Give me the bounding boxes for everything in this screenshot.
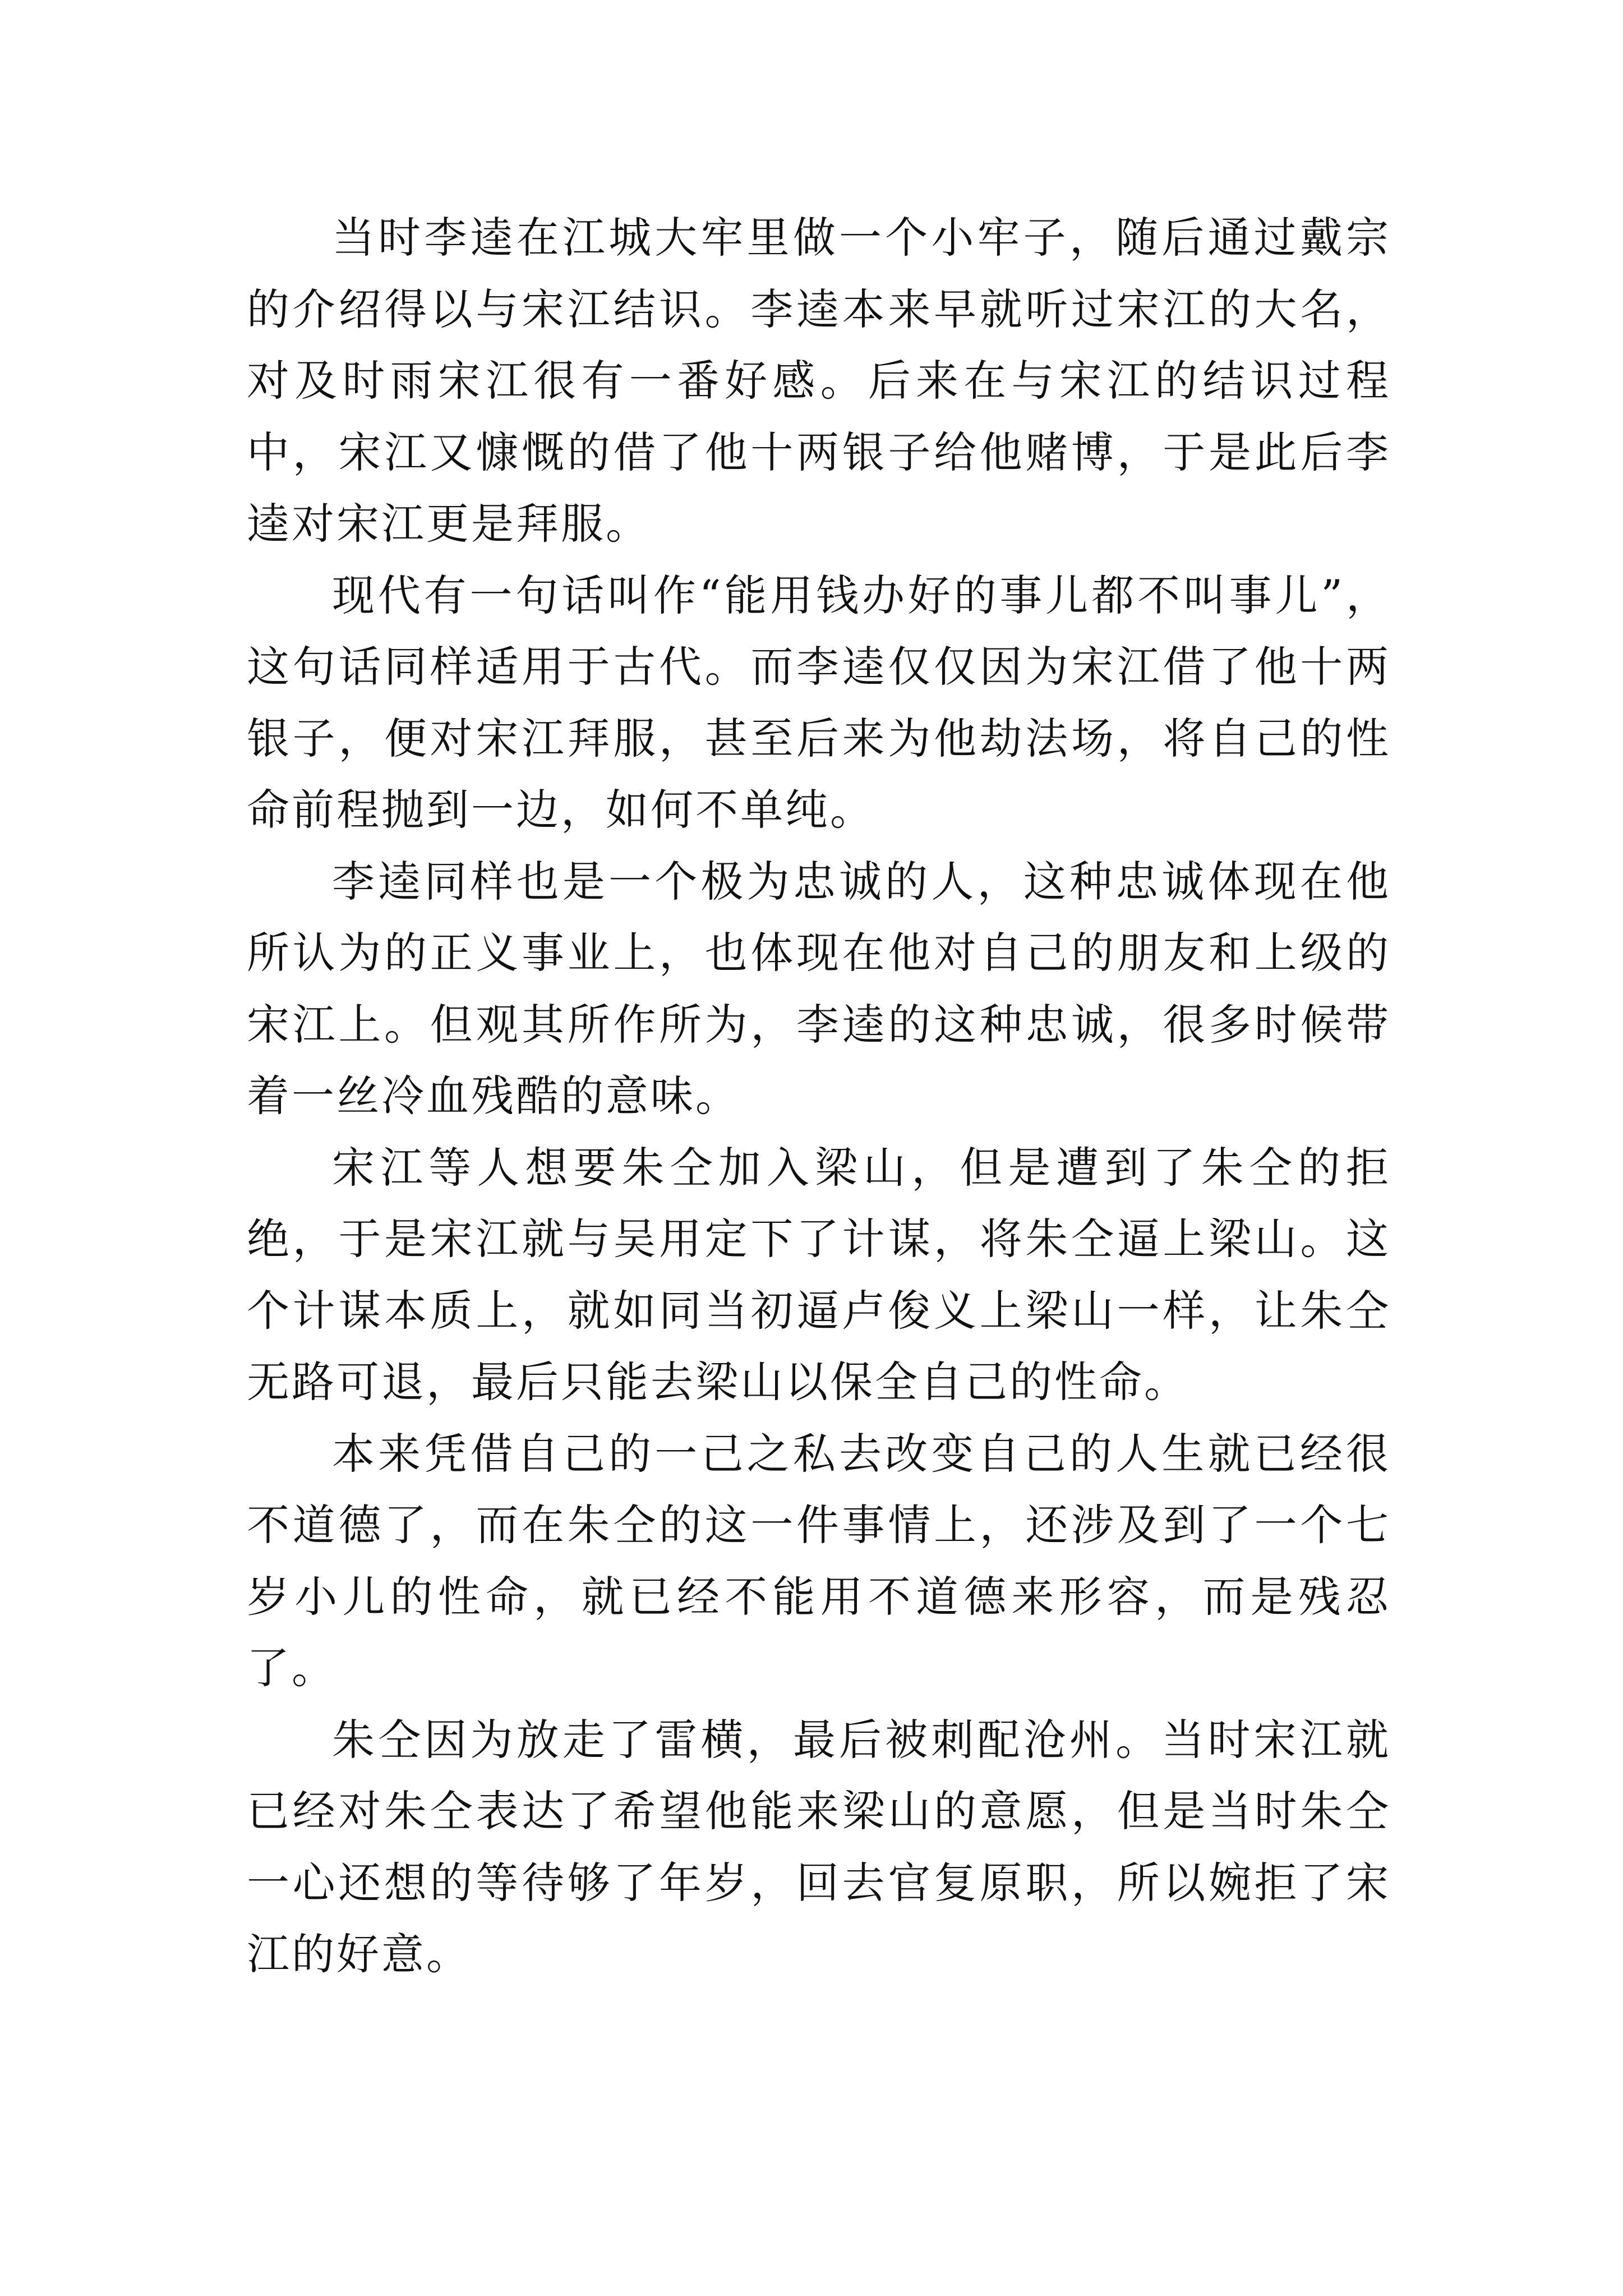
paragraph: 朱仝因为放走了雷横，最后被刺配沧州。当时宋江就已经对朱仝表达了希望他能来梁山的意愿，但是当时朱仝一心还想的等待够了年岁，回去官复原职，所以婉拒了宋江的好意。 — [247, 1714, 1391, 1979]
paragraph: 现代有一句话叫作“能用钱办好的事儿都不叫事儿”，这句话同样适用于古代。而李逵仅仅因为宋江借了他十两银子，便对宋江拜服，甚至后来为他劫法场，将自己的性命前程抛到一边，如何不单纯。 — [247, 570, 1391, 835]
document-body — [247, 202, 1391, 1990]
paragraph: 本来凭借自己的一己之私去改变自己的人生就已经很不道德了，而在朱仝的这一件事情上，还涉及到了一个七岁小儿的性命，就已经不能用不道德来形容，而是残忍了。 — [247, 1428, 1391, 1693]
paragraph: 李逵同样也是一个极为忠诚的人，这种忠诚体现在他所认为的正义事业上，也体现在他对自己的朋友和上级的宋江上。但观其所作所为，李逵的这种忠诚，很多时候带着一丝冷血残酷的意味。 — [247, 856, 1391, 1121]
paragraph: 宋江等人想要朱仝加入梁山，但是遭到了朱仝的拒绝，于是宋江就与吴用定下了计谋，将朱仝逼上梁山。这个计谋本质上，就如同当初逼卢俊义上梁山一样，让朱仝无路可退，最后只能去梁山以保全自己的性命。 — [247, 1142, 1391, 1407]
paragraph: 当时李逵在江城大牢里做一个小牢子，随后通过戴宗的介绍得以与宋江结识。李逵本来早就听过宋江的大名，对及时雨宋江很有一番好感。后来在与宋江的结识过程中，宋江又慷慨的借了他十两银子给他赌博，于是此后李逵对宋江更是拜服。 — [247, 213, 1391, 549]
